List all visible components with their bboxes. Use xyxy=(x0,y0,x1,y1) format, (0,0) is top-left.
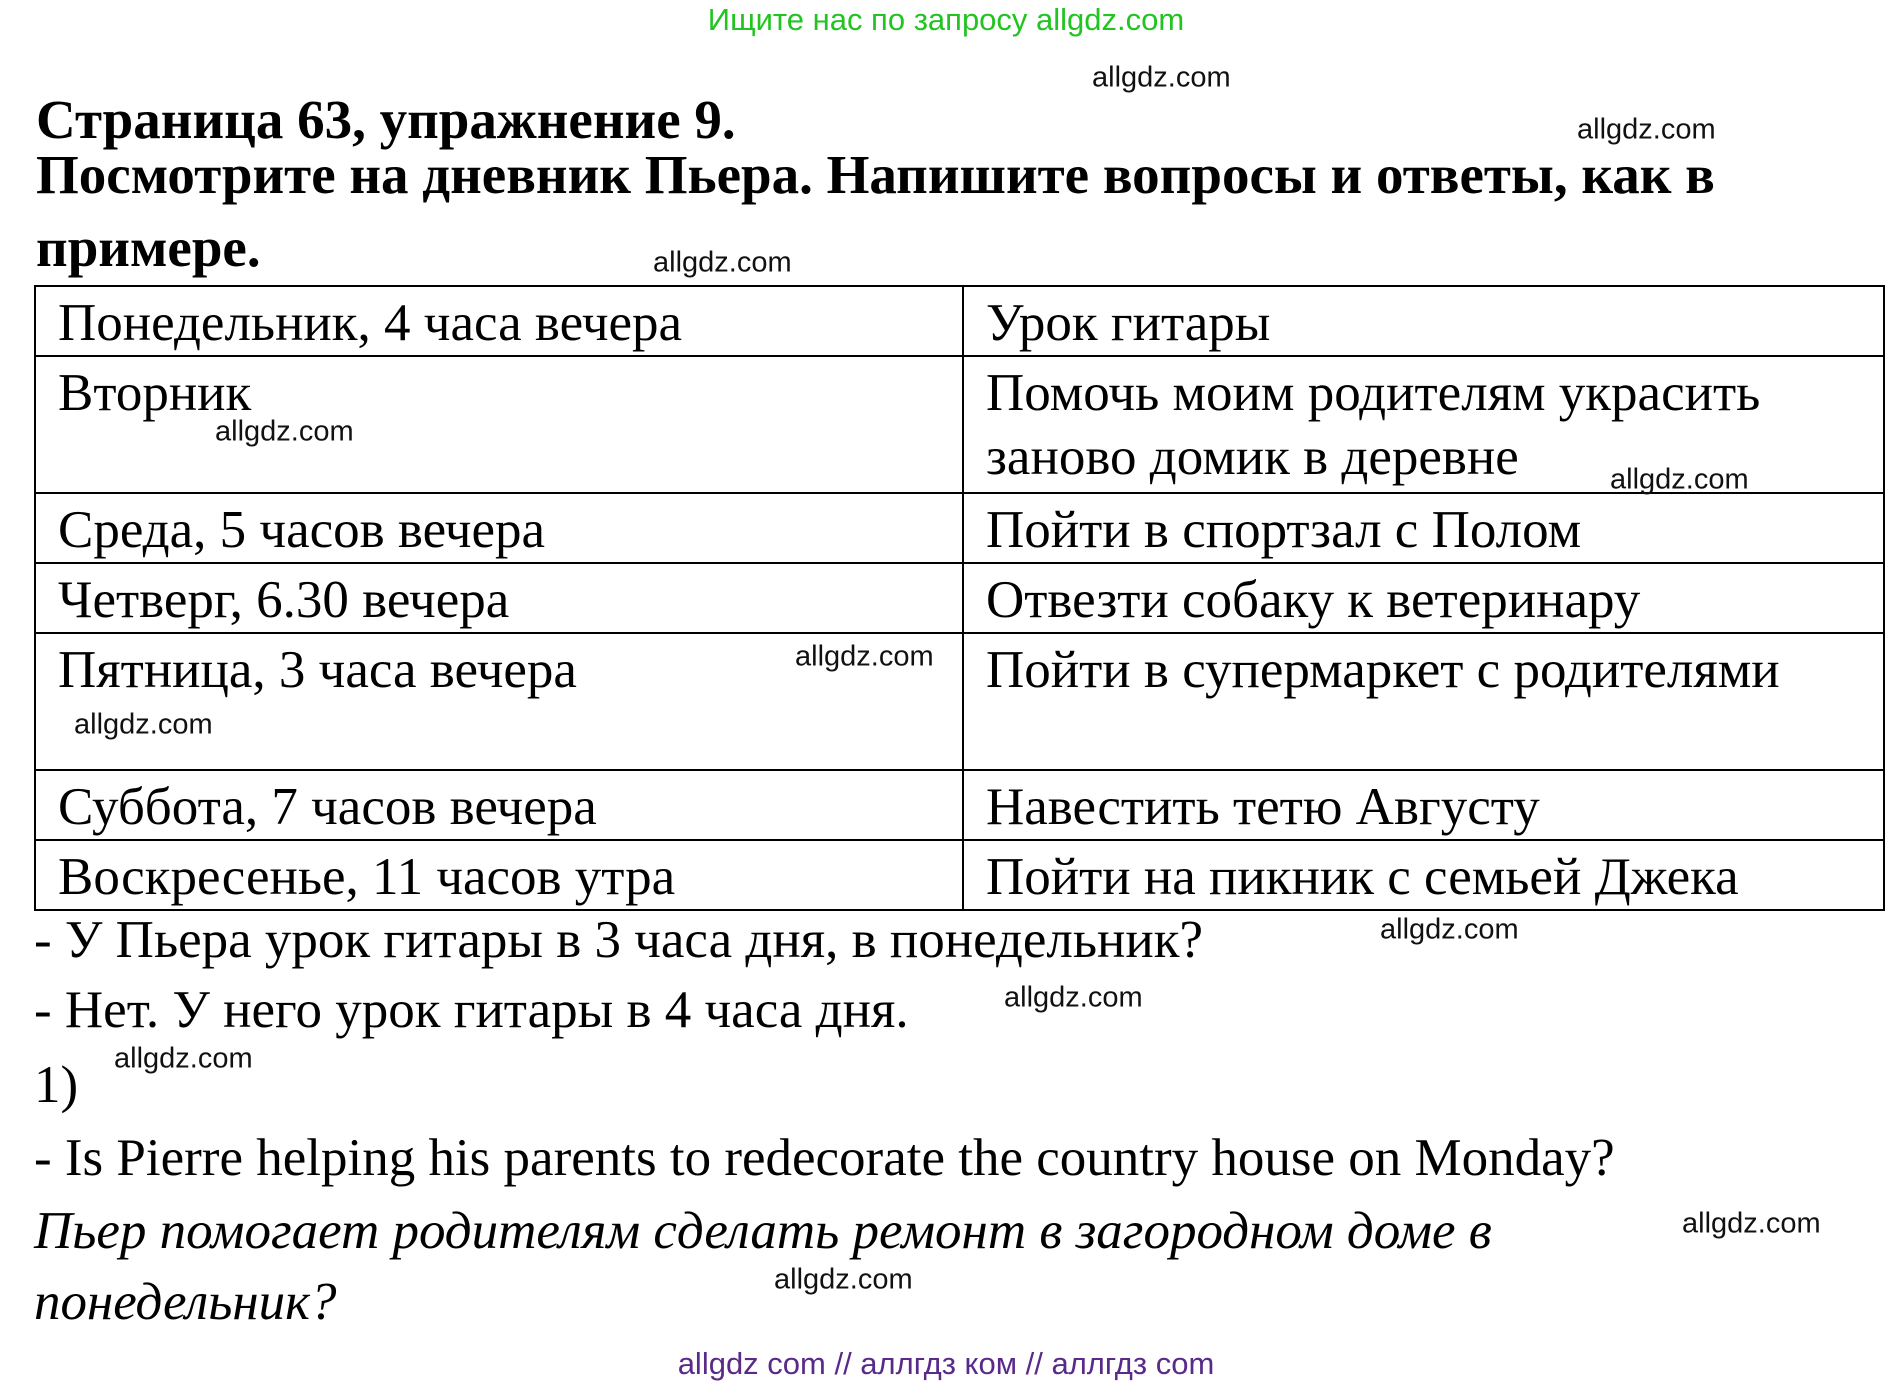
diary-table xyxy=(34,285,1885,911)
table-row xyxy=(35,286,1884,356)
table-row xyxy=(35,770,1884,840)
day-cell: Пятница, 3 часа вечера xyxy=(35,633,963,770)
watermark: allgdz.com xyxy=(774,1263,913,1296)
watermark: allgdz.com xyxy=(1610,463,1749,496)
watermark: allgdz.com xyxy=(653,246,792,279)
item-number: 1) xyxy=(34,1056,79,1114)
watermark: allgdz.com xyxy=(795,640,934,673)
day-cell: Понедельник, 4 часа вечера xyxy=(35,286,963,356)
watermark: allgdz.com xyxy=(215,415,354,448)
watermark: allgdz.com xyxy=(114,1042,253,1075)
activity-cell: Помочь моим родителям украсить заново домик в деревне xyxy=(963,356,1884,493)
page-title: Страница 63, упражнение 9. xyxy=(36,89,736,150)
watermark: allgdz.com xyxy=(1682,1207,1821,1240)
day-cell: Четверг, 6.30 вечера xyxy=(35,563,963,633)
day-cell: Среда, 5 часов вечера xyxy=(35,493,963,563)
instruction-line-2: примере. xyxy=(36,217,261,278)
example-answer: - Нет. У него урок гитары в 4 часа дня. xyxy=(34,981,909,1039)
translation-line-1: Пьер помогает родителям сделать ремонт в загородном доме в xyxy=(34,1202,1492,1260)
day-cell: Воскресенье, 11 часов утра xyxy=(35,840,963,910)
watermark: allgdz.com xyxy=(1577,113,1716,146)
table-row xyxy=(35,493,1884,563)
activity-cell: Урок гитары xyxy=(963,286,1884,356)
instruction-line-1: Посмотрите на дневник Пьера. Напишите вопросы и ответы, как в xyxy=(36,144,1715,205)
activity-cell: Пойти в супермаркет с родителями xyxy=(963,633,1884,770)
example-question: - У Пьера урок гитары в 3 часа дня, в понедельник? xyxy=(34,911,1204,969)
day-cell: Вторник xyxy=(35,356,963,493)
table-row xyxy=(35,633,1884,770)
translation-line-2: понедельник? xyxy=(34,1273,337,1331)
day-cell: Суббота, 7 часов вечера xyxy=(35,770,963,840)
activity-cell: Пойти на пикник с семьей Джека xyxy=(963,840,1884,910)
footer-links: allgdz com // аллгдз ком // аллгдз com xyxy=(677,1346,1215,1381)
watermark: allgdz.com xyxy=(1380,913,1519,946)
watermark: allgdz.com xyxy=(1004,981,1143,1014)
search-banner: Ищите нас по запросу allgdz.com xyxy=(707,2,1185,37)
activity-cell: Пойти в спортзал с Полом xyxy=(963,493,1884,563)
watermark: allgdz.com xyxy=(74,708,213,741)
activity-cell: Отвезти собаку к ветеринару xyxy=(963,563,1884,633)
table-row xyxy=(35,563,1884,633)
watermark: allgdz.com xyxy=(1092,61,1231,94)
table-row xyxy=(35,840,1884,910)
answer-english: - Is Pierre helping his parents to redecorate the country house on Monday? xyxy=(34,1129,1615,1187)
activity-cell: Навестить тетю Августу xyxy=(963,770,1884,840)
